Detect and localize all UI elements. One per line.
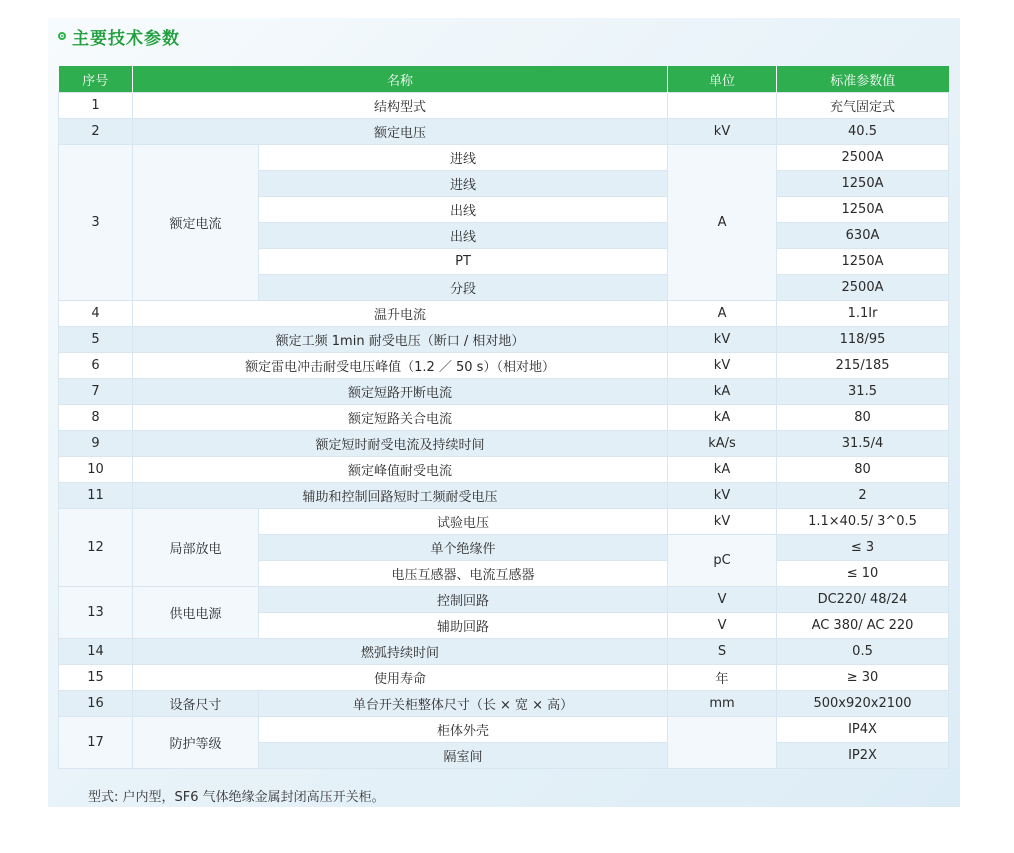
table-header-row	[59, 66, 949, 93]
footnote: 型式: 户内型，SF6 气体绝缘金属封闭高压开关柜。	[88, 790, 385, 805]
cell-value: 500x920x2100	[777, 691, 949, 717]
cell-name: 额定雷电冲击耐受电压峰值（1.2 ／ 50 s）（相对地）	[133, 353, 668, 379]
cell-no: 4	[59, 301, 133, 327]
cell-value: 2	[777, 483, 949, 509]
cell-sub-name: 分段	[259, 275, 668, 301]
cell-name: 结构型式	[133, 93, 668, 119]
cell-value: 630A	[777, 223, 949, 249]
cell-value: 31.5	[777, 379, 949, 405]
cell-value: 40.5	[777, 119, 949, 145]
cell-unit: kV	[668, 353, 777, 379]
cell-value: 1.1Ir	[777, 301, 949, 327]
cell-sub-name: 控制回路	[259, 587, 668, 613]
table-row	[59, 665, 949, 691]
cell-unit: kA	[668, 379, 777, 405]
cell-no: 7	[59, 379, 133, 405]
cell-unit: kV	[668, 119, 777, 145]
cell-unit: A	[668, 145, 777, 301]
table-row	[59, 717, 949, 743]
cell-unit-empty	[668, 717, 777, 769]
cell-value: ≥ 30	[777, 665, 949, 691]
cell-value: 2500A	[777, 275, 949, 301]
cell-group: 局部放电	[133, 509, 259, 587]
cell-value: 2500A	[777, 145, 949, 171]
col-header-name: 名称	[133, 66, 668, 93]
cell-value: IP4X	[777, 717, 949, 743]
cell-value: IP2X	[777, 743, 949, 769]
table-row	[59, 483, 949, 509]
cell-value: AC 380/ AC 220	[777, 613, 949, 639]
cell-no: 11	[59, 483, 133, 509]
table-row	[59, 405, 949, 431]
cell-value: 1250A	[777, 171, 949, 197]
cell-sub-name: 辅助回路	[259, 613, 668, 639]
cell-sub-name: 出线	[259, 197, 668, 223]
cell-name: 额定峰值耐受电流	[133, 457, 668, 483]
table-row	[59, 301, 949, 327]
table-row	[59, 327, 949, 353]
cell-unit: A	[668, 301, 777, 327]
cell-no: 12	[59, 509, 133, 587]
cell-name: 额定短路关合电流	[133, 405, 668, 431]
cell-no: 1	[59, 93, 133, 119]
cell-name: 额定短路开断电流	[133, 379, 668, 405]
cell-no: 5	[59, 327, 133, 353]
table-row	[59, 379, 949, 405]
cell-unit: kA/s	[668, 431, 777, 457]
cell-value: 31.5/4	[777, 431, 949, 457]
cell-name: 辅助和控制回路短时工频耐受电压	[133, 483, 668, 509]
cell-unit: S	[668, 639, 777, 665]
table-row	[59, 145, 949, 171]
cell-name: 额定短时耐受电流及持续时间	[133, 431, 668, 457]
section-title: 主要技术参数	[72, 28, 180, 49]
cell-value: ≤ 10	[777, 561, 949, 587]
cell-no: 14	[59, 639, 133, 665]
cell-group: 额定电流	[133, 145, 259, 301]
cell-sub-name: 柜体外壳	[259, 717, 668, 743]
cell-unit: V	[668, 587, 777, 613]
cell-no: 6	[59, 353, 133, 379]
cell-sub-name: 单个绝缘件	[259, 535, 668, 561]
cell-sub-name: PT	[259, 249, 668, 275]
cell-sub-name: 出线	[259, 223, 668, 249]
table-row	[59, 457, 949, 483]
cell-value: ≤ 3	[777, 535, 949, 561]
table-row	[59, 691, 949, 717]
cell-name: 温升电流	[133, 301, 668, 327]
cell-unit: kV	[668, 483, 777, 509]
cell-unit: kA	[668, 457, 777, 483]
cell-no: 13	[59, 587, 133, 639]
cell-sub-name: 单台开关柜整体尺寸（长 × 宽 × 高）	[259, 691, 668, 717]
bullet-circle-icon	[58, 32, 66, 40]
cell-unit: mm	[668, 691, 777, 717]
cell-unit: kA	[668, 405, 777, 431]
cell-sub-name: 进线	[259, 145, 668, 171]
cell-unit	[668, 93, 777, 119]
cell-unit: V	[668, 613, 777, 639]
col-header-unit: 单位	[668, 66, 777, 93]
section-heading	[58, 24, 180, 48]
cell-value: 0.5	[777, 639, 949, 665]
cell-value: 充气固定式	[777, 93, 949, 119]
cell-value: 1250A	[777, 249, 949, 275]
cell-name: 燃弧持续时间	[133, 639, 668, 665]
cell-value: 1250A	[777, 197, 949, 223]
table-row	[59, 431, 949, 457]
cell-value: 215/185	[777, 353, 949, 379]
cell-no: 17	[59, 717, 133, 769]
cell-no: 8	[59, 405, 133, 431]
col-header-value: 标准参数值	[777, 66, 949, 93]
cell-value: 1.1×40.5/ 3^0.5	[777, 509, 949, 535]
cell-value: 80	[777, 405, 949, 431]
cell-no: 10	[59, 457, 133, 483]
table-row	[59, 639, 949, 665]
cell-no: 3	[59, 145, 133, 301]
spec-table	[58, 66, 949, 769]
cell-name: 额定工频 1min 耐受电压（断口 / 相对地）	[133, 327, 668, 353]
cell-sub-name: 电压互感器、电流互感器	[259, 561, 668, 587]
table-row	[59, 119, 949, 145]
cell-sub-name: 隔室间	[259, 743, 668, 769]
table-row	[59, 509, 949, 535]
cell-group: 供电电源	[133, 587, 259, 639]
cell-unit: kV	[668, 327, 777, 353]
cell-value: DC220/ 48/24	[777, 587, 949, 613]
table-row	[59, 353, 949, 379]
cell-unit: 年	[668, 665, 777, 691]
cell-sub-name: 进线	[259, 171, 668, 197]
col-header-no: 序号	[59, 66, 133, 93]
cell-value: 80	[777, 457, 949, 483]
cell-name: 使用寿命	[133, 665, 668, 691]
cell-no: 2	[59, 119, 133, 145]
cell-unit: pC	[668, 535, 777, 587]
cell-no: 9	[59, 431, 133, 457]
cell-group: 设备尺寸	[133, 691, 259, 717]
cell-unit: kV	[668, 509, 777, 535]
cell-name: 额定电压	[133, 119, 668, 145]
cell-no: 15	[59, 665, 133, 691]
cell-no: 16	[59, 691, 133, 717]
table-row	[59, 93, 949, 119]
cell-group: 防护等级	[133, 717, 259, 769]
cell-value: 118/95	[777, 327, 949, 353]
table-row	[59, 587, 949, 613]
cell-sub-name: 试验电压	[259, 509, 668, 535]
